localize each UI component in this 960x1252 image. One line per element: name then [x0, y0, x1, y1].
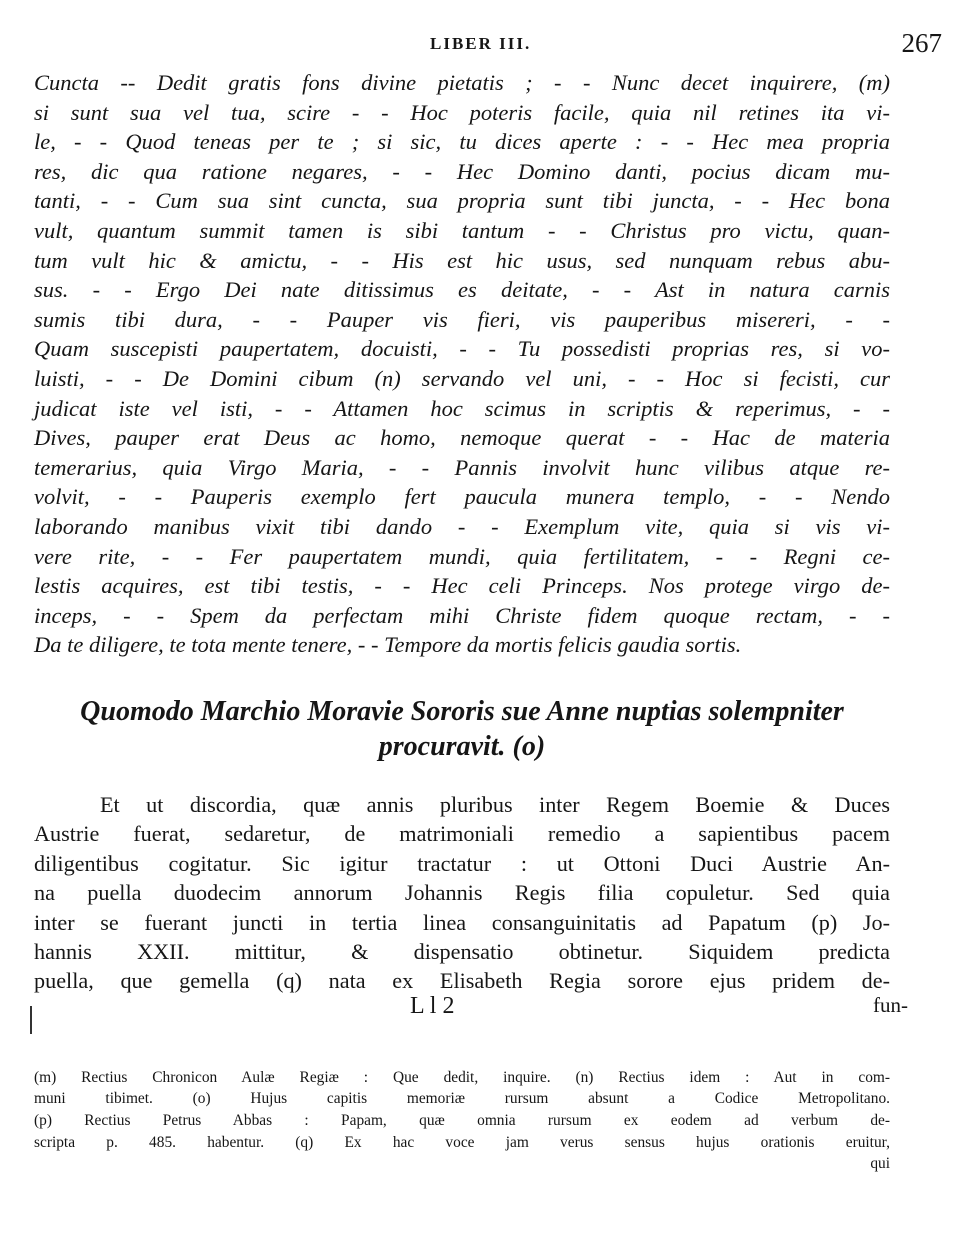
signature-mark: L l 2 — [410, 992, 455, 1019]
chapter-title-line: Quomodo Marchio Moravie Sororis sue Anne nuptias solempniter — [80, 695, 844, 727]
prose-line: Et ut discordia, quæ annis pluribus inter Regem Boemie & Duces — [100, 791, 890, 817]
signature-row — [34, 992, 908, 1025]
footnote-catchword: qui — [870, 1155, 890, 1173]
verse-line: inceps, - - Spem da perfectam mihi Christe fidem quoque rectam, - - — [34, 602, 890, 628]
verse-line: tanti, - - Cum sua sint cuncta, sua propria sunt tibi juncta, - - Hec bona — [34, 188, 890, 214]
footnote-line: scripta p. 485. habentur. (q) Ex hac voce jam verus sensus hujus orationis eruitur, — [34, 1133, 890, 1151]
verse-line: laborando manibus vixit tibi dando - - Exemplum vite, quia si vis vi- — [34, 513, 890, 539]
prose-line: inter se fuerant juncti in tertia linea consanguinitatis ad Papatum (p) Jo- — [34, 909, 890, 935]
verse-block — [34, 68, 890, 660]
verse-line: lestis acquires, est tibi testis, - - Hec celi Princeps. Nos protege virgo de- — [34, 573, 890, 599]
verse-line: si sunt sua vel tua, scire - - Hoc poteris facile, quia nil retines ita vi- — [34, 99, 890, 125]
footnotes — [34, 1067, 890, 1175]
verse-line: luisti, - - De Domini cibum (n) servando vel uni, - - Hoc si fecisti, cur — [34, 365, 890, 391]
catchword: fun- — [873, 992, 908, 1017]
verse-line: Da te diligere, te tota mente tenere, - - Tempore da mortis felicis gaudia sortis. — [34, 632, 742, 658]
chapter-title-line: procuravit. (o) — [378, 730, 546, 762]
prose-line: na puella duodecim annorum Johannis Regis filia copuletur. Sed quia — [34, 880, 890, 906]
verse-line: volvit, - - Pauperis exemplo fert paucula munera templo, - - Nendo — [34, 484, 890, 510]
running-head — [34, 28, 942, 68]
verse-line: Dives, pauper erat Deus ac homo, nemoque querat - - Hac de materia — [34, 425, 890, 451]
verse-line: judicat iste vel isti, - - Attamen hoc scimus in scriptis & reperimus, - - — [34, 395, 890, 421]
prose-block — [34, 790, 890, 996]
footnote-line: (m) Rectius Chronicon Aulæ Regiæ : Que dedit, inquire. (n) Rectius idem : Aut in com- — [34, 1068, 890, 1086]
page-number: 267 — [901, 28, 942, 58]
footnote-line: (p) Rectius Petrus Abbas : Papam, quæ omnia rursum ex eodem ad verbum de- — [34, 1111, 890, 1129]
running-head-title: LIBER III. — [430, 34, 532, 53]
prose-line: Austrie fuerat, sedaretur, de matrimoniali remedio a sapientibus pacem — [34, 821, 890, 847]
verse-line: sumis tibi dura, - - Pauper vis fieri, vis pauperibus misereri, - - — [34, 306, 890, 332]
prose-line: puella, que gemella (q) nata ex Elisabeth Regia sorore ejus pridem de- — [34, 968, 890, 994]
verse-line: Quam suscepisti paupertatem, docuisti, - - Tu possedisti proprias res, si vo- — [34, 336, 890, 362]
verse-line: sus. - - Ergo Dei nate ditissimus es deitate, - - Ast in natura carnis — [34, 277, 890, 303]
verse-line: le, - - Quod teneas per te ; si sic, tu dices aperte : - - Hec mea propria — [34, 129, 890, 155]
verse-line: res, dic qua ratione negares, - - Hec Domino danti, pocius dicam mu- — [34, 158, 890, 184]
verse-line: vult, quantum summit tamen is sibi tantum - - Christus pro victu, quan- — [34, 217, 890, 243]
prose-line: diligentibus cogitatur. Sic igitur tractatur : ut Ottoni Duci Austrie An- — [34, 850, 890, 876]
chapter-title — [34, 694, 890, 764]
prose-line: hannis XXII. mittitur, & dispensatio obtinetur. Siquidem predicta — [34, 938, 890, 964]
verse-line: temerarius, quia Virgo Maria, - - Pannis involvit hunc vilibus atque re- — [34, 454, 890, 480]
margin-rule — [30, 1006, 32, 1034]
verse-line: vere rite, - - Fer paupertatem mundi, quia fertilitatem, - - Regni ce- — [34, 543, 890, 569]
verse-line: Cuncta -- Dedit gratis fons divine pietatis ; - - Nunc decet inquirere, (m) — [34, 70, 890, 95]
footnote-line: muni tibimet. (o) Hujus capitis memoriæ rursum absunt a Codice Metropolitano. — [34, 1090, 890, 1108]
verse-line: tum vult hic & amictu, - - His est hic usus, sed nunquam rebus abu- — [34, 247, 890, 273]
